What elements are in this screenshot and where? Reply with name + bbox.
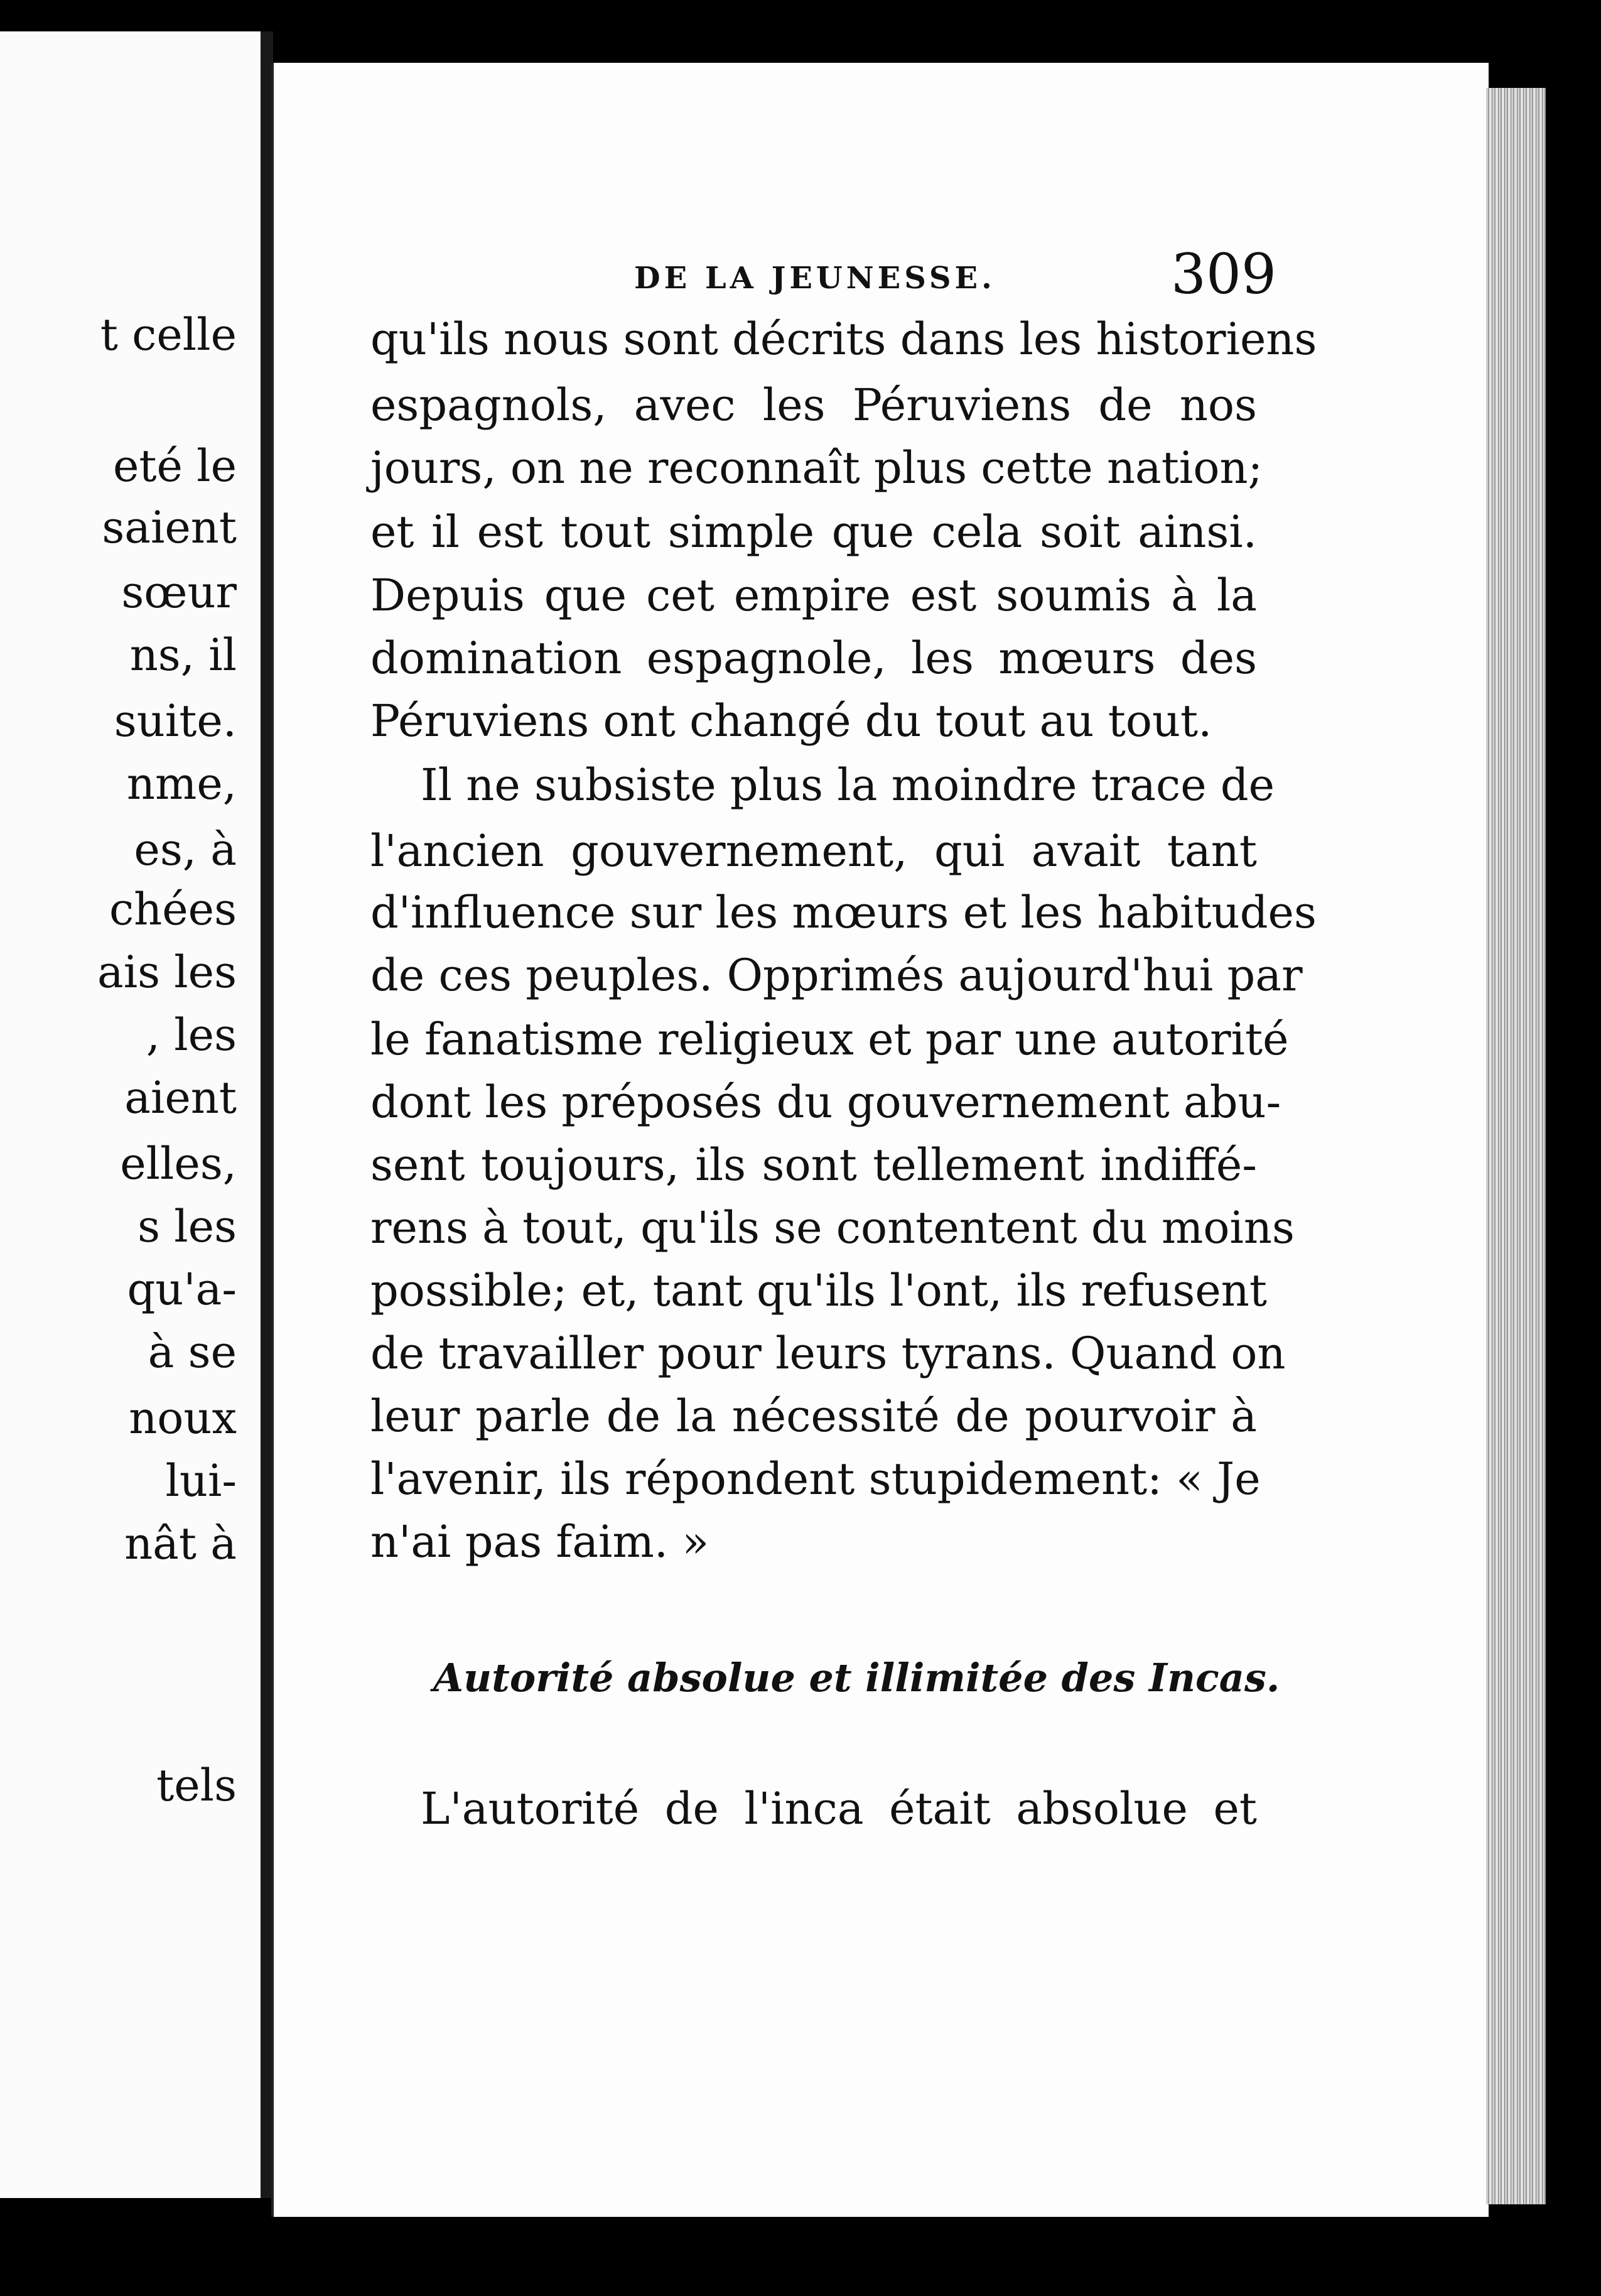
text-line: l'ancien gouvernement, qui avait tant	[370, 825, 1257, 877]
text-line: rens à tout, qu'ils se contentent du moins	[370, 1202, 1295, 1254]
text-line: n'ai pas faim. »	[370, 1516, 709, 1568]
left-page-fragment: es, à	[134, 824, 237, 875]
text-line: L'autorité de l'inca était absolue et	[421, 1783, 1257, 1834]
text-line: et il est tout simple que cela soit ainsi.	[370, 506, 1257, 558]
text-line: Il ne subsiste plus la moindre trace de	[421, 759, 1275, 811]
text-line: le fanatisme religieux et par une autorité	[370, 1014, 1289, 1065]
left-page-fragment: qu'a-	[127, 1264, 237, 1315]
left-page-fragment: eté le	[112, 440, 237, 492]
text-line: domination espagnole, les mœurs des	[370, 632, 1257, 684]
text-line: d'influence sur les mœurs et les habitudes	[370, 887, 1317, 938]
left-page-fragment: sœur	[121, 566, 237, 618]
text-line: dont les préposés du gouvernement abu-	[370, 1076, 1281, 1128]
section-heading: Autorité absolue et illimitée des Incas.	[433, 1655, 1280, 1701]
left-page-fragment: à se	[148, 1326, 237, 1378]
text-line: Péruviens ont changé du tout au tout.	[370, 695, 1212, 747]
left-page-fragment: chées	[109, 884, 237, 935]
left-page-fragment: suite.	[114, 695, 237, 747]
left-page-fragment: aient	[124, 1072, 237, 1124]
left-page	[0, 31, 261, 2198]
left-page-fragment: lui-	[165, 1455, 237, 1507]
left-page-fragment: t celle	[100, 309, 237, 360]
left-page-fragment: tels	[156, 1760, 237, 1811]
left-page-fragment: ns, il	[129, 629, 237, 681]
running-head: DE LA JEUNESSE.	[634, 261, 996, 296]
text-line: leur parle de la nécessité de pourvoir à	[370, 1390, 1257, 1442]
text-line: de travailler pour leurs tyrans. Quand on	[370, 1328, 1286, 1379]
left-page-fragment: nme,	[126, 758, 237, 810]
left-page-fragment: s les	[137, 1201, 237, 1252]
text-line: possible; et, tant qu'ils l'ont, ils refusent	[370, 1265, 1267, 1316]
text-line: Depuis que cet empire est soumis à la	[370, 570, 1257, 621]
page-number: 309	[1171, 242, 1276, 306]
text-line: sent toujours, ils sont tellement indiffé-	[370, 1139, 1257, 1191]
text-line: l'avenir, ils répondent stupidement: « Je	[370, 1453, 1261, 1505]
text-line: de ces peuples. Opprimés aujourd'hui par	[370, 950, 1303, 1001]
left-page-fragment: ais les	[97, 946, 237, 998]
left-page-fragment: nât à	[124, 1518, 237, 1569]
left-page-fragment: elles,	[120, 1138, 237, 1189]
text-line: jours, on ne reconnaît plus cette nation;	[370, 442, 1263, 494]
left-page-fragment: , les	[146, 1009, 237, 1061]
text-line: espagnols, avec les Péruviens de nos	[370, 379, 1257, 431]
text-line: qu'ils nous sont décrits dans les historiens	[370, 313, 1317, 365]
left-page-fragment: saient	[102, 502, 237, 553]
page-edge	[1486, 88, 1546, 2204]
left-page-fragment: noux	[129, 1392, 237, 1444]
